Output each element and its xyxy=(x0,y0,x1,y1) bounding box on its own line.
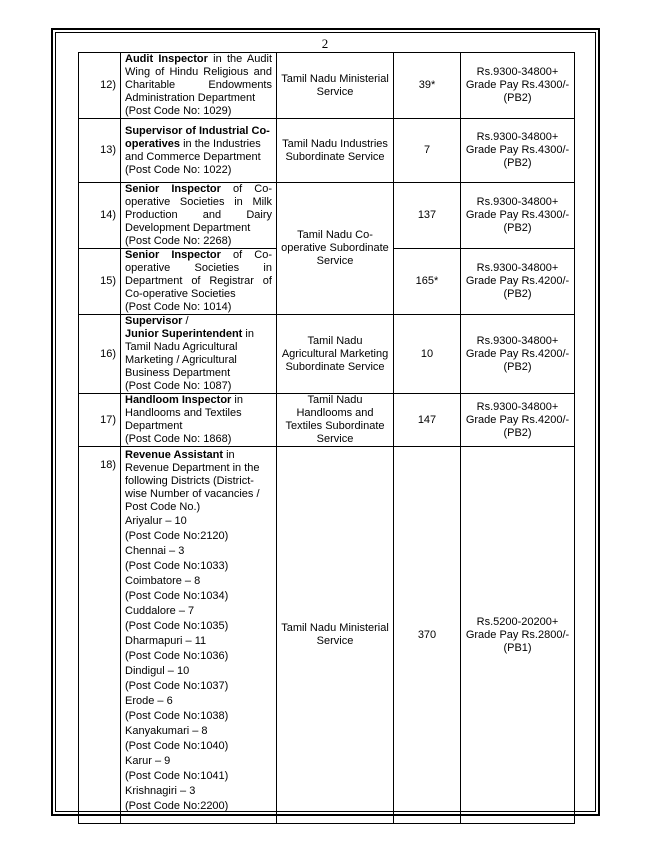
district-name: Cuddalore – 7 xyxy=(125,605,195,617)
post-name: Supervisor of Industrial Co-operatives in the Industries and Commerce Department (Post Code No: 1022) xyxy=(121,119,277,183)
post-code: (Post Code No: 1029) xyxy=(125,105,232,117)
post-code: (Post Code No:1038) xyxy=(125,710,229,722)
post-code: (Post Code No: 1087) xyxy=(125,380,232,392)
district-list xyxy=(125,514,272,814)
vacancy-count: 7 xyxy=(394,119,461,183)
post-code: (Post Code No:1037) xyxy=(125,680,229,692)
post-name: Supervisor / Junior Superintendent in Tamil Nadu Agricultural Marketing / Agricultural Business Department (Post Code No: 1087) xyxy=(121,315,277,394)
district-name: Coimbatore – 8 xyxy=(125,575,201,587)
serial-number: 13) xyxy=(79,119,121,183)
post-code: (Post Code No:1040) xyxy=(125,740,229,752)
post-code: (Post Code No: 2268) xyxy=(125,235,232,247)
vacancy-count: 137 xyxy=(394,183,461,249)
district-name: Dindigul – 10 xyxy=(125,665,190,677)
pay-scale: Rs.9300-34800+ Grade Pay Rs.4200/- (PB2) xyxy=(461,315,575,394)
vacancy-count: 147 xyxy=(394,394,461,447)
post-code: (Post Code No: 1868) xyxy=(125,433,232,445)
service-name: Tamil Nadu Ministerial Service xyxy=(277,447,394,824)
post-name: Senior Inspector of Co-operative Societies in Department of Registrar of Co-operative Societies (Post Code No: 1014) xyxy=(121,249,277,315)
vacancy-table xyxy=(78,52,575,824)
district-name: Karur – 9 xyxy=(125,755,171,767)
serial-number: 15) xyxy=(79,249,121,315)
service-name: Tamil Nadu Ministerial Service xyxy=(277,53,394,119)
table-row xyxy=(79,394,575,447)
service-name: Tamil Nadu Handlooms and Textiles Subordinate Service xyxy=(277,394,394,447)
vacancy-count: 39* xyxy=(394,53,461,119)
service-name: Tamil Nadu Co-operative Subordinate Service xyxy=(277,183,394,315)
serial-number: 16) xyxy=(79,315,121,394)
pay-scale: Rs.9300-34800+ Grade Pay Rs.4300/- (PB2) xyxy=(461,119,575,183)
post-code: (Post Code No:1035) xyxy=(125,620,229,632)
table-row xyxy=(79,53,575,119)
page-number: 2 xyxy=(321,36,329,51)
pay-scale: Rs.9300-34800+ Grade Pay Rs.4200/- (PB2) xyxy=(461,249,575,315)
district-name: Erode – 6 xyxy=(125,695,173,707)
post-name: Audit Inspector in the Audit Wing of Hindu Religious and Charitable Endowments Administration Department (Post Code No: 1029) xyxy=(121,53,277,119)
service-name: Tamil Nadu Agricultural Marketing Subordinate Service xyxy=(277,315,394,394)
post-code: (Post Code No:1033) xyxy=(125,560,229,572)
district-name: Krishnagiri – 3 xyxy=(125,785,196,797)
post-name: Senior Inspector of Co-operative Societies in Milk Production and Dairy Development Department (Post Code No: 2268) xyxy=(121,183,277,249)
pay-scale: Rs.9300-34800+ Grade Pay Rs.4300/- (PB2) xyxy=(461,183,575,249)
serial-number: 17) xyxy=(79,394,121,447)
vacancy-count: 10 xyxy=(394,315,461,394)
district-name: Chennai – 3 xyxy=(125,545,185,557)
pay-scale: Rs.9300-34800+ Grade Pay Rs.4200/- (PB2) xyxy=(461,394,575,447)
post-code: (Post Code No:1041) xyxy=(125,770,229,782)
vacancy-count: 165* xyxy=(394,249,461,315)
post-code: (Post Code No:2200) xyxy=(125,800,229,812)
table-row xyxy=(79,315,575,394)
post-code: (Post Code No:1034) xyxy=(125,590,229,602)
post-name: Handloom Inspector in Handlooms and Textiles Department (Post Code No: 1868) xyxy=(121,394,277,447)
service-name: Tamil Nadu Industries Subordinate Service xyxy=(277,119,394,183)
serial-number: 18) xyxy=(79,447,121,824)
district-name: Kanyakumari – 8 xyxy=(125,725,208,737)
post-name: Revenue Assistant in Revenue Department in the following Districts (District-wise Number of vacancies / Post Code No.) Ariyalur – 10 (Post Code No:2120) Chennai – 3 (Post Code No:1033) Coimbatore – 8 (Post Code No:1034) Cuddalore – 7 (Post Code No:1035) Dharmapuri – 11 (Post Code No:1036) Dindigul – 10 (Post Code No:1037) Erode – 6 (Post Code No:1038) Kanyakumari – 8 (Post Code No:1040) Karur – 9 (Post Code No:1041) Krishnagiri – 3 (Post Code No:2200) xyxy=(121,447,277,824)
district-name: Ariyalur – 10 xyxy=(125,515,187,527)
serial-number: 12) xyxy=(79,53,121,119)
pay-scale: Rs.9300-34800+ Grade Pay Rs.4300/- (PB2) xyxy=(461,53,575,119)
district-name: Dharmapuri – 11 xyxy=(125,635,207,647)
post-code: (Post Code No:2120) xyxy=(125,530,229,542)
vacancy-count: 370 xyxy=(394,447,461,824)
serial-number: 14) xyxy=(79,183,121,249)
table-row xyxy=(79,447,575,824)
post-code: (Post Code No: 1022) xyxy=(125,163,232,176)
table-row xyxy=(79,183,575,249)
pay-scale: Rs.5200-20200+ Grade Pay Rs.2800/-(PB1) xyxy=(461,447,575,824)
post-code: (Post Code No: 1014) xyxy=(125,301,232,313)
post-code: (Post Code No:1036) xyxy=(125,650,229,662)
table-row xyxy=(79,119,575,183)
